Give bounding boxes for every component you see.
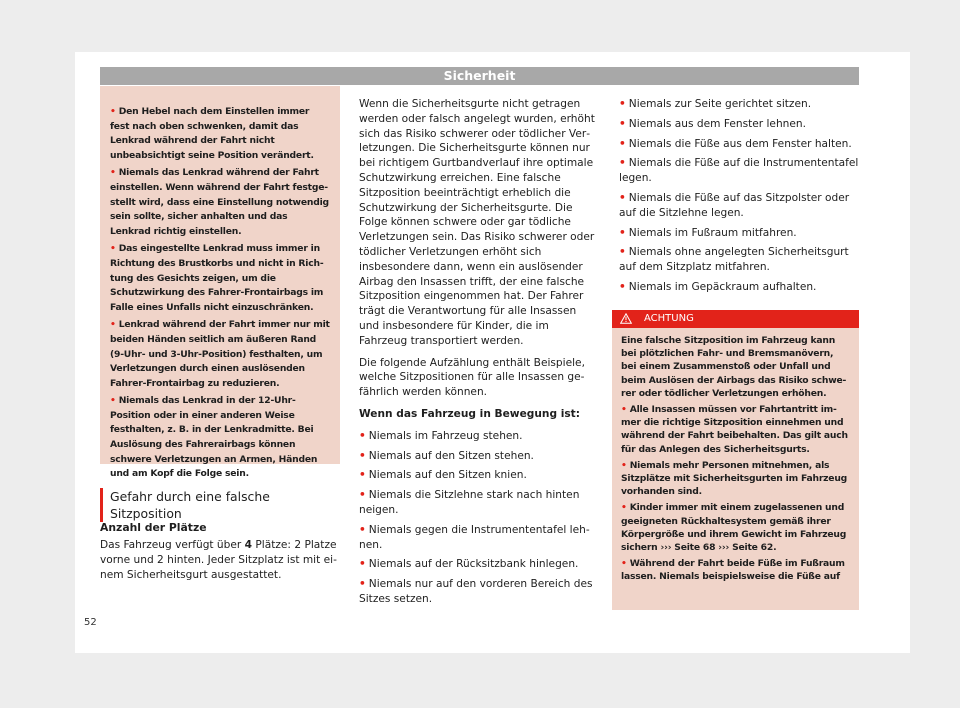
bullet-icon: •	[619, 157, 626, 170]
bullet-icon: •	[619, 226, 626, 239]
bullet-icon: •	[619, 98, 626, 110]
bullet-icon: •	[621, 459, 627, 471]
bullet-icon: •	[110, 167, 116, 179]
warning-triangle-icon	[620, 313, 632, 324]
paragraph: Die folgende Aufzählung enthält Beispiele, welche Sitzpositionen für alle Insassen gefährlich werden können.	[359, 356, 585, 399]
bullet-icon: •	[359, 558, 366, 571]
list-item: • Niemals im Fahrzeug stehen.	[359, 429, 523, 442]
column-3	[619, 97, 859, 300]
seat-count-text: Das Fahrzeug verfügt über 4 Plätze: 2 Platze vorne und 2 hinten. Jeder Sitzplatz ist mit einem Sicherheitsgurt ausgestattet.	[100, 539, 337, 581]
list-item: • Niemals zur Seite gerichtet sitzen.	[619, 98, 812, 110]
list-item: • Niemals nur auf den vorderen Bereich des Sitzes setzen.	[359, 578, 593, 605]
bullet-icon: •	[621, 502, 627, 514]
bullet-icon: •	[110, 395, 116, 407]
bullet-icon: •	[359, 449, 366, 462]
warning-item: • Niemals das Lenkrad während der Fahrt einstellen. Wenn während der Fahrt festgestellt wird, dass eine Einstellung notwendig sein sollte, sicher anhalten und das Lenkrad richtig einstellen.	[110, 167, 329, 237]
list-item: • Niemals auf den Sitzen knien.	[359, 469, 527, 482]
list-item: • Niemals im Fußraum mitfahren.	[619, 226, 797, 239]
achtung-item: • Alle Insassen müssen vor Fahrtantritt immer die richtige Sitzposition einnehmen und während der Fahrt beibehalten. Das gilt auch für das Anlegen des Sicherheitsgurts.	[621, 404, 848, 455]
bullet-icon: •	[619, 246, 626, 259]
achtung-body	[612, 328, 859, 584]
list-item: • Niemals auf der Rücksitzbank hinlegen.	[359, 558, 579, 571]
list-item: • Niemals die Füße auf das Sitzpolster oder auf die Sitzlehne legen.	[619, 191, 850, 219]
warning-item: • Niemals das Lenkrad in der 12-Uhr-Position oder in einer anderen Weise festhalten, z. B. in der Lenkradmitte. Bei Auslösung des Fahrerairbags können schwere Verletzungen an Armen, Händen und am Kopf die Folge sein.	[110, 395, 318, 480]
list-item: • Niemals die Sitzlehne stark nach hinten neigen.	[359, 489, 580, 516]
bullet-icon: •	[110, 243, 116, 255]
cross-ref-arrow: ›››	[718, 542, 730, 554]
header-bar: Sicherheit	[100, 67, 859, 85]
achtung-item: • Während der Fahrt beide Füße im Fußraum lassen. Niemals beispielsweise die Füße auf	[621, 558, 845, 583]
warning-item: • Den Hebel nach dem Einstellen immer fest nach oben schwenken, damit das Lenkrad während der Fahrt nicht unbeabsichtigt seine Position verändert.	[110, 106, 314, 161]
achtung-header	[612, 310, 859, 328]
cross-ref-arrow: ›››	[660, 542, 672, 554]
achtung-label: ACHTUNG	[644, 313, 694, 324]
column-2	[359, 97, 599, 612]
achtung-box	[612, 310, 859, 610]
warning-item: • Lenkrad während der Fahrt immer nur mit beiden Händen seitlich am äußeren Rand (9-Uhr- und 3-Uhr-Position) festhalten, um Verletzungen durch einen auslösenden Fahrer-Frontairbag zu reduzieren.	[110, 319, 330, 389]
subheading: Anzahl der Plätze	[100, 521, 207, 534]
bullet-icon: •	[619, 137, 626, 150]
bullet-icon: •	[110, 319, 116, 331]
bullet-icon: •	[359, 469, 366, 482]
bullet-icon: •	[619, 117, 626, 130]
seat-count-block	[100, 521, 345, 582]
bullet-icon: •	[110, 106, 116, 117]
list-item: • Niemals aus dem Fenster lehnen.	[619, 117, 806, 130]
achtung-item: • Kinder immer mit einem zugelassenen und geeigneten Rückhaltesystem gemäß ihrer Körpergröße und ihrem Gewicht im Fahrzeug sichern ››› Seite 68 ››› Seite 62.	[621, 502, 847, 554]
list-item: • Niemals gegen die Instrumententafel lehnen.	[359, 523, 590, 551]
list-item: • Niemals die Füße auf die Instrumententafel legen.	[619, 157, 859, 185]
bullet-icon: •	[359, 578, 366, 591]
list-item: • Niemals im Gepäckraum aufhalten.	[619, 280, 817, 293]
achtung-intro: Eine falsche Sitzposition im Fahrzeug kann bei plötzlichen Fahr- und Bremsmanövern, bei einem Zusammenstoß oder Unfall und beim Auslösen der Airbags das Risiko schwerer oder tödlicher Verletzungen erhöhen.	[621, 335, 847, 399]
bullet-icon: •	[359, 429, 366, 442]
page-number: 52	[84, 617, 97, 628]
list-heading: Wenn das Fahrzeug in Bewegung ist:	[359, 407, 580, 420]
bullet-icon: •	[619, 280, 626, 293]
bullet-icon: •	[621, 558, 627, 570]
list-item: • Niemals ohne angelegten Sicherheitsgurt auf dem Sitzplatz mitfahren.	[619, 246, 849, 274]
list-item: • Niemals auf den Sitzen stehen.	[359, 449, 534, 462]
paragraph: Wenn die Sicherheitsgurte nicht getragen werden oder falsch angelegt wurden, erhöht sich das Risiko schwerer oder tödlicher Verletzungen. Die Sicherheitsgurte können nur bei richtigem Gurtbandverlauf ihre optimale Schutzwirkung erreichen. Eine falsche Sitzposition beeinträchtigt erheblich die Schutzwirkung der Sicherheitsgurte. Die Folge können schwere oder gar tödliche Verletzungen sein. Das Risiko schwerer oder tödlicher Verletzungen erhöht sich insbesondere dann, wenn ein auslösender Airbag den Insassen trifft, der eine falsche Sitzposition eingenommen hat. Der Fahrer trägt die Verantwortung für alle Insassen und insbesondere für Kinder, die im Fahrzeug transportiert werden.	[359, 98, 595, 347]
bullet-icon: •	[359, 489, 366, 502]
bullet-icon: •	[359, 523, 366, 536]
danger-list	[359, 429, 599, 607]
list-item: • Niemals die Füße aus dem Fenster halten.	[619, 137, 852, 150]
bullet-icon: •	[619, 191, 626, 204]
bullet-icon: •	[621, 404, 627, 416]
achtung-item: • Niemals mehr Personen mitnehmen, als Sitzplätze mit Sicherheitsgurten im Fahrzeug vorhanden sind.	[621, 459, 848, 498]
danger-list-continued	[619, 97, 859, 295]
warning-item: • Das eingestellte Lenkrad muss immer in Richtung des Brustkorbs und nicht in Richtung des Gesichts zeigen, um die Schutzwirkung des Fahrer-Frontairbags im Falle eines Unfalls nicht einzuschränken.	[110, 243, 324, 313]
section-title: Gefahr durch eine falsche Sitzposition	[100, 488, 340, 522]
page-link[interactable]: Seite 68	[674, 542, 716, 554]
steering-warning-box	[100, 86, 340, 480]
page-link[interactable]: Seite 62	[732, 542, 774, 554]
